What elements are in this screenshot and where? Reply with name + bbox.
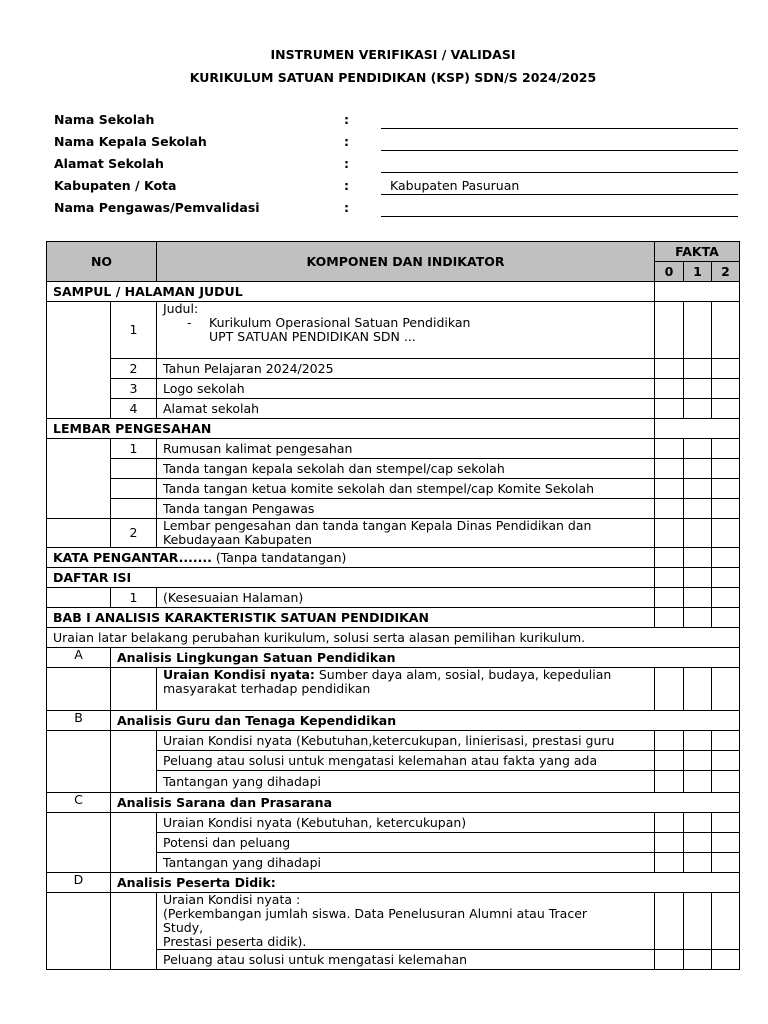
spacer-cell [111,731,157,793]
table-row [47,519,740,548]
subsection-title: Analisis Guru dan Tenaga Kependidikan [111,711,740,731]
spacer-cell [47,519,111,548]
field-underline [381,194,738,195]
subsection-letter: C [47,793,111,813]
field-label: Alamat Sekolah [54,156,164,171]
checkbox-1[interactable] [684,893,712,950]
dash-bullet: - [187,315,192,330]
field-nama-sekolah [54,112,744,134]
section-note: (Tanpa tandatangan) [211,549,347,565]
checkbox-1[interactable] [684,771,712,793]
checkbox-2[interactable] [712,771,740,793]
checkbox-1[interactable] [684,813,712,833]
item-line2: (Perkembangan jumlah siswa. Data Penelusuran Alumni atau Tracer [163,906,588,921]
checkbox-2[interactable] [712,813,740,833]
item-number: 2 [111,519,157,548]
subsection-row [47,711,740,731]
section-row [47,282,740,302]
table-row [47,379,740,399]
checkbox-0[interactable] [655,519,684,548]
spacer-cell [111,893,157,970]
item-text: Tanda tangan Pengawas [157,499,655,519]
field-underline [381,150,738,151]
checkbox-1[interactable] [684,399,712,419]
checkbox-0[interactable] [655,479,684,499]
checkbox-2[interactable] [712,731,740,751]
field-colon: : [344,156,349,171]
section-title: KATA PENGANTAR....... [53,549,212,565]
checkbox-2[interactable] [712,399,740,419]
subsection-title: Analisis Lingkungan Satuan Pendidikan [111,648,740,668]
checkbox-2[interactable] [712,459,740,479]
field-underline [381,128,738,129]
checkbox-0[interactable] [655,548,684,568]
item-number: 1 [111,439,157,459]
item-text: Tantangan yang dihadapi [157,853,655,873]
judul-text1: Kurikulum Operasional Satuan Pendidikan [209,315,471,330]
table-row [47,628,740,648]
section-row [47,548,740,568]
checkbox-0[interactable] [655,359,684,379]
checkbox-0[interactable] [655,399,684,419]
checkbox-1[interactable] [684,379,712,399]
header-komponen: KOMPONEN DAN INDIKATOR [157,242,655,282]
checkbox-1[interactable] [684,519,712,548]
table-row [47,399,740,419]
item-text [157,668,655,711]
table-row [47,813,740,833]
item-text: Tantangan yang dihadapi [157,771,655,793]
header-score-0: 0 [655,262,684,282]
checkbox-1[interactable] [684,548,712,568]
item-number: 2 [111,359,157,379]
checkbox-1[interactable] [684,731,712,751]
field-label: Nama Sekolah [54,112,155,127]
checkbox-1[interactable] [684,588,712,608]
table-row [47,731,740,751]
checkbox-0[interactable] [655,833,684,853]
section-bab1: BAB I ANALISIS KARAKTERISTIK SATUAN PENDIDIKAN [47,608,655,628]
subsection-letter: A [47,648,111,668]
subsection-row [47,793,740,813]
item-text: Tahun Pelajaran 2024/2025 [157,359,655,379]
item-text: Uraian Kondisi nyata (Kebutuhan, ketercukupan) [157,813,655,833]
item-text [157,893,655,950]
document-title: INSTRUMEN VERIFIKASI / VALIDASI [270,47,516,62]
subsection-row [47,873,740,893]
subsection-title: Analisis Sarana dan Prasarana [111,793,740,813]
header-score-1: 1 [684,262,712,282]
spacer-cell [111,668,157,711]
checkbox-2[interactable] [712,568,740,588]
field-colon: : [344,200,349,215]
checkbox-0[interactable] [655,893,684,950]
checkbox-2[interactable] [712,751,740,771]
item-number [111,479,157,499]
checkbox-2[interactable] [712,548,740,568]
item-number: 1 [111,588,157,608]
table-row [47,439,740,459]
table-row [47,668,740,711]
table-row [47,893,740,950]
subsection-letter: D [47,873,111,893]
field-nama-pengawas [54,200,744,222]
item-line4: Prestasi peserta didik). [163,934,307,949]
section-pengesahan: LEMBAR PENGESAHAN [47,419,655,439]
checkbox-2[interactable] [712,853,740,873]
checkbox-2[interactable] [712,893,740,950]
section-daftar-isi: DAFTAR ISI [47,568,655,588]
checkbox-0[interactable] [655,853,684,873]
header-score-2: 2 [712,262,740,282]
checkbox-1[interactable] [684,853,712,873]
checkbox-2[interactable] [712,668,740,711]
checkbox-2[interactable] [712,479,740,499]
item-number: 1 [111,302,157,359]
item-judul [157,302,655,359]
field-colon: : [344,134,349,149]
verification-table [46,241,740,970]
table-row [47,359,740,379]
item-text: Tanda tangan kepala sekolah dan stempel/cap sekolah [157,459,655,479]
field-underline [381,172,738,173]
section-row [47,568,740,588]
checkbox-1[interactable] [684,359,712,379]
spacer-cell [47,731,111,793]
item-line2: masyarakat terhadap pendidikan [163,681,371,696]
item-line1: Uraian Kondisi nyata : [163,892,301,907]
item-line1 [163,668,648,682]
document-subtitle: KURIKULUM SATUAN PENDIDIKAN (KSP) SDN/S 2024/2025 [189,70,597,85]
checkbox-1[interactable] [684,302,712,359]
checkbox-0[interactable] [655,751,684,771]
checkbox-1[interactable] [684,668,712,711]
checkbox-1[interactable] [684,608,712,628]
item-rest: Sumber daya alam, sosial, budaya, kepedulian [314,667,612,682]
spacer-cell [47,588,111,608]
field-nama-kepala-sekolah [54,134,744,156]
item-text: Uraian Kondisi nyata (Kebutuhan,ketercukupan, linierisasi, prestasi guru [157,731,655,751]
checkbox-0[interactable] [655,379,684,399]
checkbox-1[interactable] [684,499,712,519]
checkbox-1[interactable] [684,950,712,970]
item-text: Potensi dan peluang [157,833,655,853]
checkbox-0[interactable] [655,813,684,833]
item-text: Logo sekolah [157,379,655,399]
fakta-cell[interactable] [655,282,740,302]
item-text: Tanda tangan ketua komite sekolah dan stempel/cap Komite Sekolah [157,479,655,499]
item-number: 3 [111,379,157,399]
field-label: Nama Kepala Sekolah [54,134,207,149]
spacer-cell [47,893,111,970]
checkbox-2[interactable] [712,359,740,379]
field-label: Kabupaten / Kota [54,178,177,193]
field-alamat-sekolah [54,156,744,178]
checkbox-0[interactable] [655,950,684,970]
field-label: Nama Pengawas/Pemvalidasi [54,200,260,215]
field-value: Kabupaten Pasuruan [390,178,520,193]
checkbox-2[interactable] [712,439,740,459]
header-fakta: FAKTA [655,242,740,262]
checkbox-1[interactable] [684,459,712,479]
checkbox-0[interactable] [655,459,684,479]
item-line1: Lembar pengesahan dan tanda tangan Kepala Dinas Pendidikan dan [163,518,592,533]
item-text: (Kesesuaian Halaman) [157,588,655,608]
checkbox-0[interactable] [655,668,684,711]
checkbox-0[interactable] [655,731,684,751]
spacer-cell [47,668,111,711]
judul-text2: UPT SATUAN PENDIDIKAN SDN ... [209,329,416,344]
section-row [47,419,740,439]
item-number [111,459,157,479]
checkbox-1[interactable] [684,439,712,459]
item-number: 4 [111,399,157,419]
bab1-intro: Uraian latar belakang perubahan kurikulum, solusi serta alasan pemilihan kurikulum. [47,628,740,648]
checkbox-1[interactable] [684,568,712,588]
section-row [47,608,740,628]
item-line2: Kebudayaan Kabupaten [163,532,312,547]
item-text: Alamat sekolah [157,399,655,419]
checkbox-0[interactable] [655,568,684,588]
item-bold: Uraian Kondisi nyata: [163,667,315,682]
spacer-cell [111,813,157,873]
checkbox-0[interactable] [655,608,684,628]
item-text: Peluang atau solusi untuk mengatasi kelemahan [157,950,655,970]
judul-line1 [163,316,648,330]
header-no: NO [47,242,157,282]
subsection-title: Analisis Peserta Didik: [111,873,740,893]
checkbox-0[interactable] [655,439,684,459]
field-colon: : [344,112,349,127]
table-row [47,588,740,608]
item-line3: Study, [163,920,204,935]
checkbox-1[interactable] [684,833,712,853]
table-header-row [47,242,740,262]
item-text: Peluang atau solusi untuk mengatasi kelemahan atau fakta yang ada [157,751,655,771]
field-kabupaten-kota [54,178,744,200]
spacer-cell [47,302,111,419]
item-text: Rumusan kalimat pengesahan [157,439,655,459]
section-sampul: SAMPUL / HALAMAN JUDUL [47,282,655,302]
item-text [157,519,655,548]
subsection-letter: B [47,711,111,731]
checkbox-0[interactable] [655,771,684,793]
checkbox-1[interactable] [684,479,712,499]
item-number [111,499,157,519]
table-row [47,499,740,519]
section-kata-pengantar [47,548,655,568]
checkbox-2[interactable] [712,379,740,399]
table-row [47,479,740,499]
judul-label: Judul: [163,301,199,316]
checkbox-0[interactable] [655,499,684,519]
checkbox-0[interactable] [655,588,684,608]
subsection-row [47,648,740,668]
judul-line2 [163,330,648,344]
checkbox-2[interactable] [712,950,740,970]
field-colon: : [344,178,349,193]
checkbox-1[interactable] [684,751,712,771]
checkbox-2[interactable] [712,519,740,548]
spacer-cell [47,439,111,519]
table-row [47,459,740,479]
fakta-cell[interactable] [655,419,740,439]
spacer-cell [47,813,111,873]
checkbox-2[interactable] [712,588,740,608]
checkbox-0[interactable] [655,302,684,359]
field-underline [381,216,738,217]
checkbox-2[interactable] [712,499,740,519]
checkbox-2[interactable] [712,833,740,853]
checkbox-2[interactable] [712,608,740,628]
checkbox-2[interactable] [712,302,740,359]
table-row [47,302,740,359]
